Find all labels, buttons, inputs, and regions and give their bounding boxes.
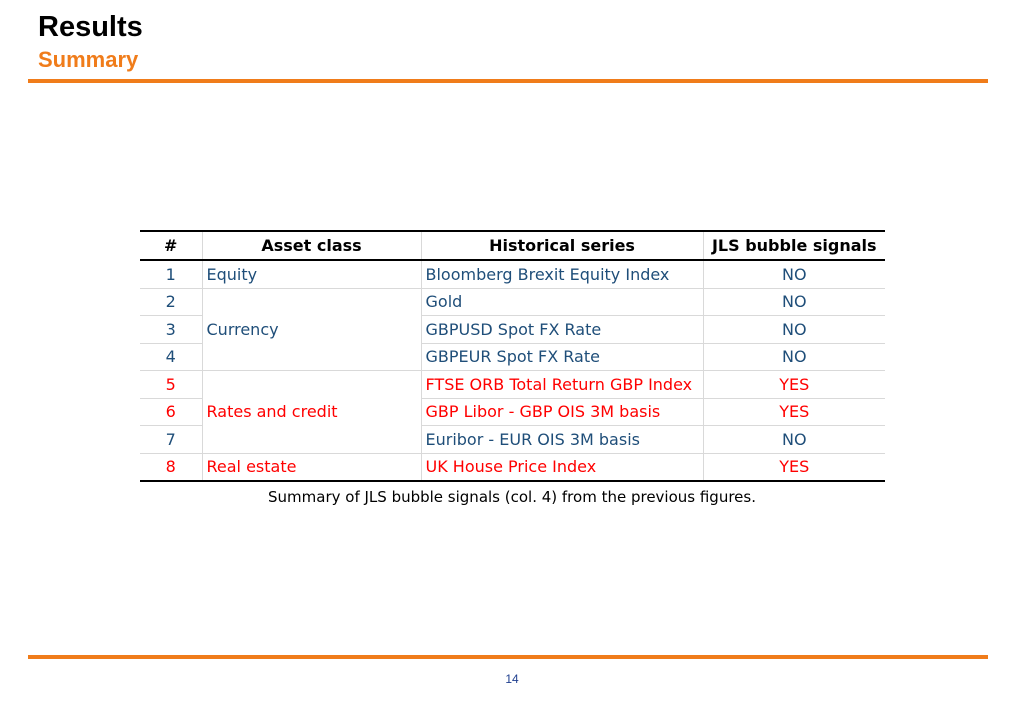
row-series: Gold (421, 288, 703, 316)
row-signal: NO (703, 288, 885, 316)
table-row (140, 453, 885, 481)
row-series: UK House Price Index (421, 453, 703, 481)
row-series: GBP Libor - GBP OIS 3M basis (421, 398, 703, 426)
row-series: FTSE ORB Total Return GBP Index (421, 371, 703, 399)
row-asset-class: Real estate (202, 453, 421, 481)
row-number: 6 (140, 398, 202, 426)
row-number: 1 (140, 260, 202, 288)
row-signal: NO (703, 316, 885, 344)
row-signal: NO (703, 343, 885, 371)
table-row (140, 260, 885, 288)
row-signal: NO (703, 260, 885, 288)
table-row (140, 371, 885, 399)
row-asset-class: Currency (202, 288, 421, 371)
page-subtitle: Summary (38, 47, 139, 72)
row-signal: YES (703, 398, 885, 426)
header-number: # (140, 231, 202, 260)
row-number: 8 (140, 453, 202, 481)
row-number: 3 (140, 316, 202, 344)
row-series: GBPUSD Spot FX Rate (421, 316, 703, 344)
bottom-divider (28, 655, 988, 659)
header-historical-series: Historical series (421, 231, 703, 260)
header-asset-class: Asset class (202, 231, 421, 260)
row-series: GBPEUR Spot FX Rate (421, 343, 703, 371)
header-jls-signals: JLS bubble signals (703, 231, 885, 260)
table-row (140, 288, 885, 316)
row-signal: NO (703, 426, 885, 454)
row-series: Bloomberg Brexit Equity Index (421, 260, 703, 288)
table-header-row (140, 231, 885, 260)
row-number: 4 (140, 343, 202, 371)
row-signal: YES (703, 453, 885, 481)
row-asset-class: Equity (202, 260, 421, 288)
row-number: 2 (140, 288, 202, 316)
row-signal: YES (703, 371, 885, 399)
row-series: Euribor - EUR OIS 3M basis (421, 426, 703, 454)
page-title: Results (38, 11, 143, 43)
table-caption: Summary of JLS bubble signals (col. 4) from the previous figures. (268, 488, 756, 506)
row-number: 7 (140, 426, 202, 454)
row-number: 5 (140, 371, 202, 399)
page-number: 14 (505, 672, 519, 686)
top-divider (28, 79, 988, 83)
row-asset-class: Rates and credit (202, 371, 421, 454)
summary-table (140, 230, 885, 482)
